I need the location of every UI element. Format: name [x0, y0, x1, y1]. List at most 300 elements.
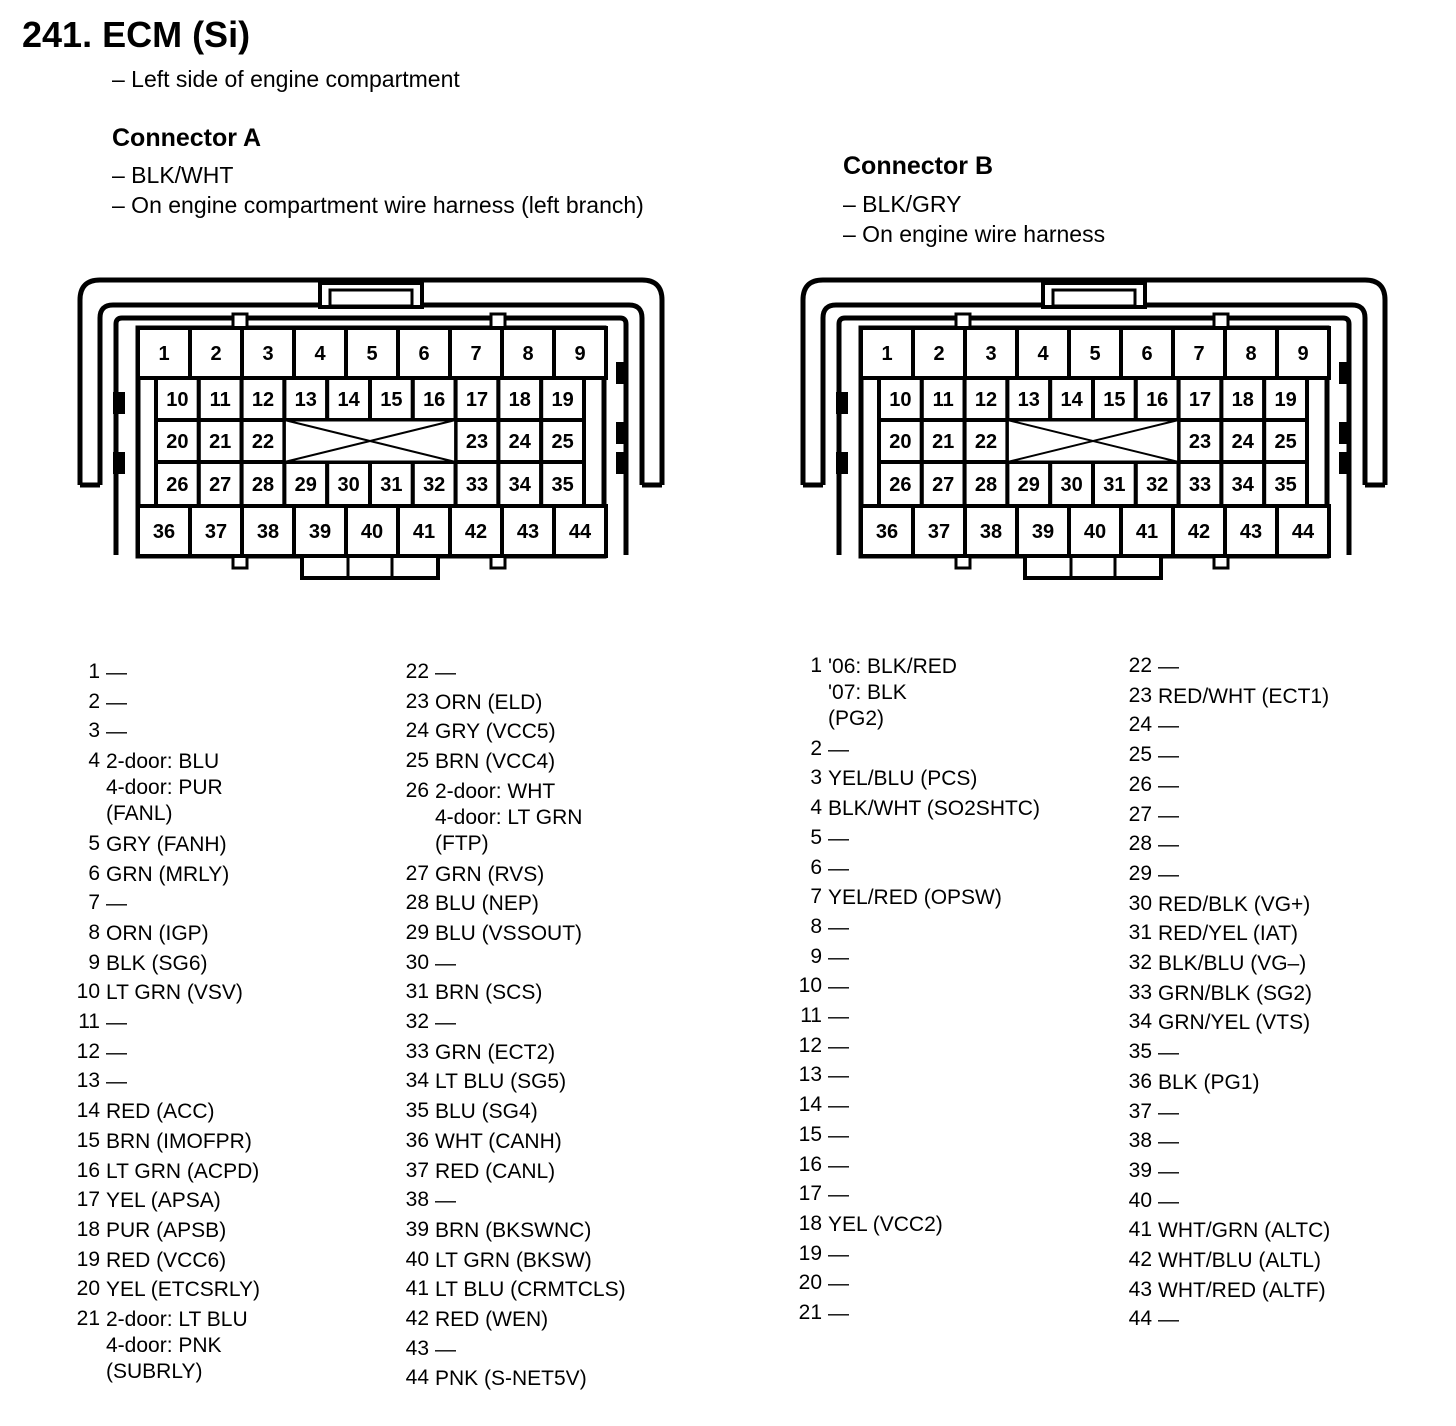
pin-wire-description — [106, 1248, 226, 1274]
terminal-number: 43 — [1239, 521, 1263, 543]
pin-wire-description-line: — — [106, 720, 127, 744]
terminal-number: 23 — [465, 431, 489, 453]
pin-wire-description-line: — — [106, 1011, 127, 1034]
pin-entry — [401, 1307, 548, 1333]
pin-entry — [1124, 862, 1179, 888]
pin-wire-description — [106, 862, 229, 888]
pin-wire-description-line: YEL (APSA) — [106, 1189, 221, 1213]
pin-wire-description-line: GRN/YEL (VTS) — [1158, 1011, 1311, 1035]
pin-number: 19 — [798, 1241, 822, 1265]
pin-wire-description-line: BRN (BKSWNC) — [435, 1218, 592, 1242]
terminal-number: 4 — [1037, 343, 1049, 365]
terminal-number: 26 — [166, 474, 189, 496]
pin-number: 37 — [405, 1158, 429, 1182]
pin-number: 40 — [1128, 1188, 1152, 1212]
terminal-number: 39 — [308, 521, 332, 543]
pin-wire-description-line: BLK (PG1) — [1158, 1070, 1260, 1094]
pin-number: 41 — [405, 1277, 429, 1301]
terminal-number: 14 — [1060, 389, 1083, 411]
pin-number: 17 — [798, 1182, 822, 1206]
terminal-number: 32 — [1146, 474, 1169, 496]
terminal-number: 26 — [889, 474, 912, 496]
pin-number: 36 — [405, 1128, 429, 1152]
terminal-number: 3 — [262, 343, 274, 365]
pin-wire-description-line: 2-door: WHT — [435, 779, 556, 803]
pin-entry — [794, 654, 957, 732]
pin-wire-description — [435, 862, 544, 888]
pin-number: 11 — [78, 1010, 100, 1033]
connector-a-face-diagram — [80, 280, 662, 580]
side-lock-tab — [616, 452, 628, 474]
pin-entry — [794, 766, 977, 792]
pin-wire-description — [1158, 832, 1179, 858]
terminal-number: 25 — [551, 431, 574, 453]
pin-number: 25 — [405, 749, 429, 773]
pin-number: 36 — [1128, 1069, 1152, 1093]
pin-wire-description-line: — — [828, 826, 849, 850]
side-lock-tab — [1339, 452, 1351, 474]
pin-entry — [401, 1129, 562, 1155]
pin-wire-description — [106, 951, 208, 977]
pin-entry — [794, 1123, 849, 1149]
pin-wire-description-line: — — [1158, 1130, 1179, 1154]
pin-entry — [1124, 743, 1179, 769]
terminal-number: 28 — [974, 474, 998, 496]
pin-wire-description — [106, 1159, 259, 1185]
pin-wire-description — [1158, 773, 1179, 799]
pin-number: 30 — [405, 950, 429, 974]
pin-wire-description — [106, 719, 127, 745]
pin-wire-description — [828, 1063, 849, 1089]
pin-entry — [72, 1129, 252, 1155]
pin-wire-description-line: LT BLU (SG5) — [435, 1070, 567, 1094]
pin-entry — [401, 980, 542, 1006]
pin-entry — [794, 885, 1002, 911]
terminal-number: 22 — [251, 431, 275, 453]
pin-wire-description-line: BRN (VCC4) — [435, 750, 556, 774]
pin-wire-description-line: — — [1158, 1189, 1179, 1213]
pin-wire-description — [1158, 1159, 1179, 1185]
pin-wire-description-line: RED (CANL) — [435, 1159, 556, 1183]
pin-number: 40 — [405, 1247, 429, 1271]
pin-wire-description — [435, 1277, 626, 1303]
terminal-number: 25 — [1274, 431, 1297, 453]
pin-entry — [401, 951, 456, 977]
pin-entry — [72, 980, 243, 1006]
pin-entry — [794, 737, 849, 763]
pin-number: 32 — [1128, 951, 1152, 974]
pin-wire-description-line: YEL/BLU (PCS) — [828, 767, 978, 791]
pin-entry — [401, 891, 539, 917]
pin-entry — [72, 1307, 248, 1385]
pin-number: 35 — [405, 1099, 429, 1123]
terminal-number: 30 — [337, 474, 360, 496]
connector-b-heading: Connector B — [843, 152, 993, 180]
pin-entry — [1124, 1307, 1179, 1333]
pin-wire-description — [106, 1069, 127, 1095]
pin-wire-description — [1158, 1129, 1179, 1155]
pin-number: 12 — [798, 1033, 822, 1057]
pin-wire-description-line: YEL (ETCSRLY) — [106, 1278, 261, 1302]
terminal-number: 15 — [380, 389, 403, 411]
pin-wire-description — [106, 1307, 248, 1385]
pin-entry — [401, 749, 555, 775]
terminal-number: 44 — [568, 521, 592, 543]
pin-wire-description — [828, 856, 849, 882]
terminal-number: 37 — [204, 521, 228, 543]
pin-wire-description — [106, 1218, 226, 1244]
pin-wire-description-line: — — [828, 1183, 849, 1207]
pin-number: 22 — [405, 660, 429, 683]
pin-number: 34 — [405, 1069, 429, 1093]
pin-wire-description-line: WHT/RED (ALTF) — [1158, 1278, 1326, 1302]
pin-wire-description — [1158, 684, 1329, 710]
pin-wire-description — [1158, 803, 1179, 829]
pin-entry — [401, 1366, 587, 1392]
pin-wire-description-line: — — [828, 1242, 849, 1266]
pin-number: 44 — [1128, 1307, 1152, 1331]
pin-wire-description — [828, 1093, 849, 1119]
pin-number: 39 — [405, 1217, 429, 1241]
pin-entry — [72, 1159, 259, 1185]
pin-wire-description — [435, 1188, 456, 1214]
pin-wire-description — [1158, 713, 1179, 739]
pin-entry — [72, 719, 127, 745]
pin-number: 43 — [405, 1336, 429, 1360]
terminal-number: 15 — [1103, 389, 1126, 411]
pin-wire-description — [106, 1010, 127, 1036]
pin-wire-description-line: WHT (CANH) — [435, 1129, 562, 1153]
pin-wire-description-line: BLK (SG6) — [106, 951, 208, 975]
terminal-number: 44 — [1291, 521, 1315, 543]
pin-entry — [401, 1277, 626, 1303]
pin-wire-description-line: GRY (FANH) — [106, 832, 227, 856]
terminal-number: 36 — [875, 521, 899, 543]
pin-entry — [794, 856, 849, 882]
pin-wire-description-line: BRN (SCS) — [435, 981, 543, 1005]
pin-entry — [401, 1248, 592, 1274]
peg — [491, 314, 505, 328]
pin-wire-description-line: (SUBRLY) — [106, 1360, 203, 1383]
pin-wire-description-line: — — [828, 1094, 849, 1118]
pin-wire-description — [435, 1010, 456, 1036]
pin-number: 11 — [800, 1004, 822, 1027]
terminal-number: 41 — [1135, 521, 1159, 543]
pin-entry — [401, 1159, 555, 1185]
pin-number: 38 — [405, 1188, 429, 1212]
pin-number: 39 — [1128, 1158, 1152, 1182]
pin-wire-description-line: — — [828, 1034, 849, 1058]
pin-wire-description-line: BLK/BLU (VG–) — [1158, 952, 1307, 975]
pin-number: 6 — [810, 855, 822, 879]
pin-wire-description — [1158, 1100, 1179, 1126]
terminal-number: 16 — [423, 389, 446, 411]
terminal-number: 11 — [209, 389, 231, 411]
pin-wire-description-line: 2-door: LT BLU — [106, 1308, 248, 1331]
pin-entry — [72, 1188, 221, 1214]
terminal-number: 20 — [889, 431, 912, 453]
terminal-number: 31 — [380, 474, 403, 496]
pin-entry — [72, 1010, 127, 1036]
terminal-number: 35 — [1274, 474, 1297, 496]
bottom-key — [1025, 556, 1161, 578]
terminal-number: 3 — [985, 343, 997, 365]
pin-entry — [794, 1212, 943, 1238]
pin-number: 15 — [798, 1122, 822, 1146]
pin-wire-description — [828, 1212, 943, 1238]
pin-wire-description — [1158, 981, 1312, 1007]
pin-number: 37 — [1128, 1099, 1152, 1123]
terminal-number: 12 — [974, 389, 998, 411]
pin-entry — [72, 1099, 215, 1125]
pin-wire-description-line: — — [435, 1337, 456, 1361]
pin-wire-description-line: — — [1158, 1041, 1179, 1065]
pin-entry — [72, 832, 227, 858]
pin-number: 34 — [1128, 1010, 1152, 1034]
pin-number: 33 — [405, 1039, 429, 1063]
pin-number: 26 — [1128, 772, 1152, 796]
pin-wire-description — [828, 766, 977, 792]
pin-wire-description — [828, 1182, 849, 1208]
terminal-number: 12 — [251, 389, 275, 411]
pin-wire-description-line: — — [435, 1189, 456, 1213]
pin-wire-description — [1158, 1189, 1179, 1215]
pin-number: 29 — [405, 920, 429, 944]
pin-wire-description-line: — — [106, 661, 127, 684]
pin-number: 42 — [405, 1307, 429, 1330]
pin-wire-description-line: ORN (ELD) — [435, 690, 543, 714]
pin-wire-description — [435, 719, 556, 745]
pin-entry — [1124, 1010, 1310, 1036]
terminal-number: 21 — [932, 431, 955, 453]
pin-number: 38 — [1128, 1129, 1152, 1153]
pin-wire-description — [435, 690, 542, 716]
pin-wire-description — [1158, 1070, 1260, 1096]
pin-wire-description — [1158, 892, 1310, 918]
side-lock-tab — [836, 452, 848, 474]
terminal-number: 17 — [465, 389, 489, 411]
pin-wire-description-line: GRN (MRLY) — [106, 862, 230, 886]
pin-entry — [1124, 803, 1179, 829]
top-latch — [1043, 283, 1145, 307]
pin-number: 18 — [798, 1211, 822, 1235]
pin-wire-description-line: BLU (SG4) — [435, 1100, 538, 1124]
terminal-number: 34 — [508, 474, 531, 496]
pin-wire-description-line: — — [828, 915, 849, 939]
pin-wire-description-line: PUR (APSB) — [106, 1218, 227, 1242]
terminal-number: 13 — [1017, 389, 1040, 411]
terminal-number: 24 — [508, 431, 531, 453]
terminal-number: 33 — [465, 474, 489, 496]
terminal-number: 40 — [1083, 521, 1107, 543]
pin-entry — [72, 1277, 260, 1303]
pin-number: 10 — [798, 974, 822, 998]
pin-wire-description-line: GRY (VCC5) — [435, 720, 556, 744]
pin-wire-description-line: — — [1158, 744, 1179, 768]
pin-number: 9 — [88, 950, 100, 974]
pin-wire-description — [435, 1366, 587, 1392]
terminal-number: 5 — [366, 343, 378, 365]
side-lock-tab — [616, 422, 628, 444]
pin-entry — [1124, 1218, 1330, 1244]
pin-wire-description-line: WHT/GRN (ALTC) — [1158, 1219, 1331, 1243]
pin-wire-description-line: — — [106, 690, 127, 714]
pin-entry — [1124, 921, 1298, 947]
pin-entry — [72, 1069, 127, 1095]
connector-a-heading: Connector A — [112, 124, 262, 152]
pin-wire-description — [106, 832, 227, 858]
side-lock-tab — [113, 392, 125, 414]
pin-wire-description-line: — — [828, 1153, 849, 1177]
terminal-number: 6 — [1141, 343, 1153, 365]
pin-wire-description-line: (FANL) — [106, 802, 173, 826]
pin-entry — [1124, 713, 1179, 739]
pin-wire-description-line: — — [828, 737, 849, 761]
pin-wire-description-line: GRN/BLK (SG2) — [1158, 981, 1313, 1005]
pin-number: 33 — [1128, 980, 1152, 1004]
terminal-number: 1 — [158, 343, 170, 365]
pin-number: 26 — [405, 778, 429, 802]
pin-wire-description-line: LT GRN (ACPD) — [106, 1159, 260, 1183]
pin-entry — [794, 1034, 849, 1060]
pin-wire-description — [828, 1123, 849, 1149]
terminal-number: 34 — [1231, 474, 1254, 496]
pin-entry — [72, 891, 127, 917]
terminal-number: 16 — [1146, 389, 1169, 411]
terminal-number: 6 — [418, 343, 430, 365]
terminal-number: 13 — [294, 389, 317, 411]
pin-entry — [794, 915, 849, 941]
pin-wire-description — [435, 1069, 566, 1095]
pin-number: 31 — [405, 980, 429, 1004]
pin-entry — [72, 1218, 226, 1244]
pin-number: 5 — [810, 825, 822, 849]
pin-entry — [1124, 981, 1312, 1007]
pin-wire-description — [828, 1004, 849, 1030]
pin-entry — [72, 951, 208, 977]
terminal-number: 23 — [1188, 431, 1212, 453]
pin-wire-description-line: — — [1158, 1308, 1179, 1332]
side-lock-tab — [1339, 362, 1351, 384]
terminal-number: 9 — [574, 343, 586, 365]
pin-entry — [1124, 1129, 1179, 1155]
pin-number: 24 — [405, 719, 429, 743]
pin-entry — [72, 862, 229, 888]
pin-wire-description — [1158, 921, 1298, 947]
connector-b-face-diagram — [803, 280, 1385, 580]
pin-number: 7 — [88, 891, 100, 915]
terminal-number: 22 — [974, 431, 998, 453]
pin-wire-description-line: (FTP) — [435, 831, 489, 855]
pin-entry — [1124, 1070, 1260, 1096]
connector-a-color: – BLK/WHT — [112, 162, 234, 188]
pin-wire-description-line: — — [1158, 1159, 1179, 1183]
pin-wire-description-line: PNK (S-NET5V) — [435, 1367, 587, 1391]
pin-wire-description — [828, 945, 849, 971]
pin-wire-description — [1158, 1278, 1326, 1304]
terminal-number: 29 — [1017, 474, 1040, 496]
pin-wire-description-line: — — [828, 1272, 849, 1296]
pin-wire-description — [828, 1271, 849, 1297]
pin-entry — [794, 1271, 849, 1297]
pin-entry — [1124, 1159, 1179, 1185]
pin-entry — [794, 1301, 849, 1327]
pin-wire-description — [106, 1099, 215, 1125]
terminal-number: 20 — [166, 431, 189, 453]
side-lock-tab — [113, 452, 125, 474]
pin-number: 28 — [1128, 832, 1152, 856]
pin-number: 5 — [88, 831, 100, 855]
terminal-number: 36 — [152, 521, 176, 543]
pin-entry — [401, 1099, 538, 1125]
pin-wire-description — [435, 1040, 555, 1066]
terminal-number: 38 — [256, 521, 280, 543]
pin-number: 23 — [405, 689, 429, 713]
pin-number: 41 — [1128, 1218, 1152, 1242]
pin-wire-description — [106, 749, 223, 827]
pin-wire-description-line: 4-door: PUR — [106, 776, 223, 800]
pin-wire-description — [828, 796, 1040, 822]
page-title: 241. ECM (Si) — [22, 14, 251, 55]
pin-number: 8 — [810, 914, 822, 938]
terminal-number: 27 — [209, 474, 232, 496]
pin-entry — [72, 1040, 127, 1066]
pin-wire-description — [435, 1248, 592, 1274]
pin-entry — [794, 826, 849, 852]
pin-wire-description — [828, 826, 849, 852]
pin-wire-description — [828, 1153, 849, 1179]
pin-wire-description — [828, 1034, 849, 1060]
pin-wire-description — [828, 915, 849, 941]
terminal-number: 19 — [551, 389, 574, 411]
pin-wire-description — [106, 1129, 252, 1155]
pin-wire-description-line: — — [1158, 862, 1179, 886]
pin-number: 19 — [76, 1247, 100, 1271]
pin-entry — [794, 1153, 849, 1179]
terminal-number: 32 — [423, 474, 446, 496]
pin-number: 27 — [405, 861, 429, 885]
pin-wire-description-line: — — [828, 945, 849, 969]
peg — [956, 314, 970, 328]
pin-entry — [72, 660, 127, 686]
terminal-number: 4 — [314, 343, 326, 365]
pin-entry — [72, 1248, 226, 1274]
pin-number: 30 — [1128, 891, 1152, 915]
connector-a-location: – On engine compartment wire harness (left branch) — [112, 192, 644, 218]
pin-number: 16 — [798, 1152, 822, 1176]
pin-wire-description-line: — — [828, 975, 849, 999]
pin-number: 21 — [76, 1307, 100, 1330]
pin-wire-description-line: — — [828, 1123, 849, 1147]
pin-entry — [1124, 1100, 1179, 1126]
pin-wire-description — [828, 974, 849, 1000]
pin-number: 31 — [1128, 921, 1152, 945]
pin-number: 1 — [810, 654, 822, 677]
pin-wire-description-line: — — [1158, 803, 1179, 827]
pin-entry — [72, 690, 127, 716]
terminal-number: 2 — [210, 343, 222, 365]
terminal-number: 19 — [1274, 389, 1297, 411]
pin-wire-description — [435, 1129, 562, 1155]
pin-number: 3 — [810, 766, 822, 790]
pin-wire-description — [106, 980, 243, 1006]
pin-entry — [72, 749, 223, 827]
terminal-number: 28 — [251, 474, 275, 496]
pin-entry — [401, 1218, 591, 1244]
connector-b-color: – BLK/GRY — [843, 191, 962, 217]
terminal-number: 27 — [932, 474, 955, 496]
pin-wire-description-line: BLU (VSSOUT) — [435, 921, 583, 945]
